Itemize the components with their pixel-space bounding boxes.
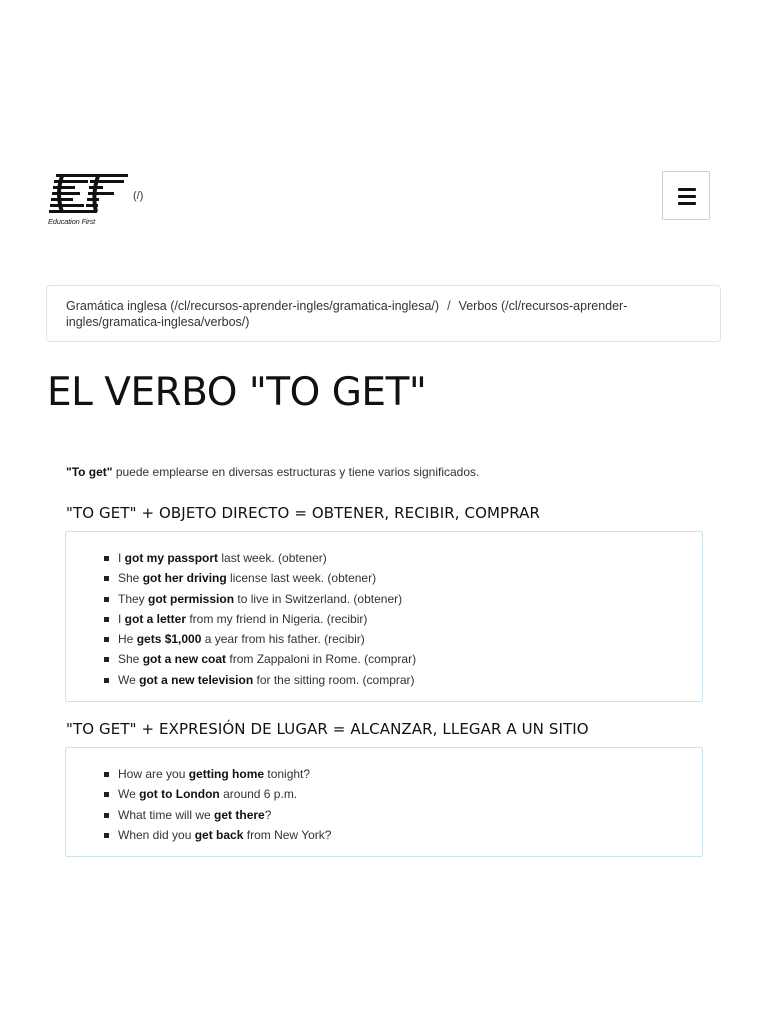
breadcrumb-item-gramatica[interactable]: Gramática inglesa (/cl/recursos-aprender-ingles/gramatica-inglesa/) [66,299,440,313]
examples-box-objeto-directo [65,531,703,702]
breadcrumb-item-verbos-line1: Verbos (/cl/recursos-aprender- [458,299,628,313]
list-item: I got a letter from my friend in Nigeria. (recibir) [66,609,702,629]
intro-bold: "To get" [66,465,113,479]
list-item: What time will we get there? [66,805,702,825]
list-item: She got a new coat from Zappaloni in Rome. (comprar) [66,649,702,669]
ef-logo-mark [48,172,130,218]
list-item: They got permission to live in Switzerland. (obtener) [66,589,702,609]
list-item: He gets $1,000 a year from his father. (recibir) [66,629,702,649]
examples-box-expresion-lugar [65,747,703,857]
menu-button[interactable] [662,171,710,220]
list-item: She got her driving license last week. (obtener) [66,568,702,588]
list-item: I got my passport last week. (obtener) [66,548,702,568]
home-link[interactable]: (/) [133,190,144,202]
list-item: How are you getting home tonight? [66,764,702,784]
page-title: EL VERBO "TO GET" [47,370,427,415]
breadcrumb [46,285,721,342]
intro-text [66,465,479,479]
logo-caption: Education First [48,217,96,226]
examples-list [66,548,702,690]
breadcrumb-separator: / [447,299,451,313]
section-heading-objeto-directo: "TO GET" + OBJETO DIRECTO = OBTENER, RECIBIR, COMPRAR [66,504,540,522]
intro-rest: puede emplearse en diversas estructuras y tiene varios significados. [112,465,480,479]
list-item: We got to London around 6 p.m. [66,784,702,804]
list-item: We got a new television for the sitting room. (comprar) [66,670,702,690]
list-item: When did you get back from New York? [66,825,702,845]
examples-list [66,764,702,845]
breadcrumb-item-verbos-line2: ingles/gramatica-inglesa/verbos/) [66,315,250,329]
section-heading-expresion-lugar: "TO GET" + EXPRESIÓN DE LUGAR = ALCANZAR, LLEGAR A UN SITIO [66,720,589,738]
